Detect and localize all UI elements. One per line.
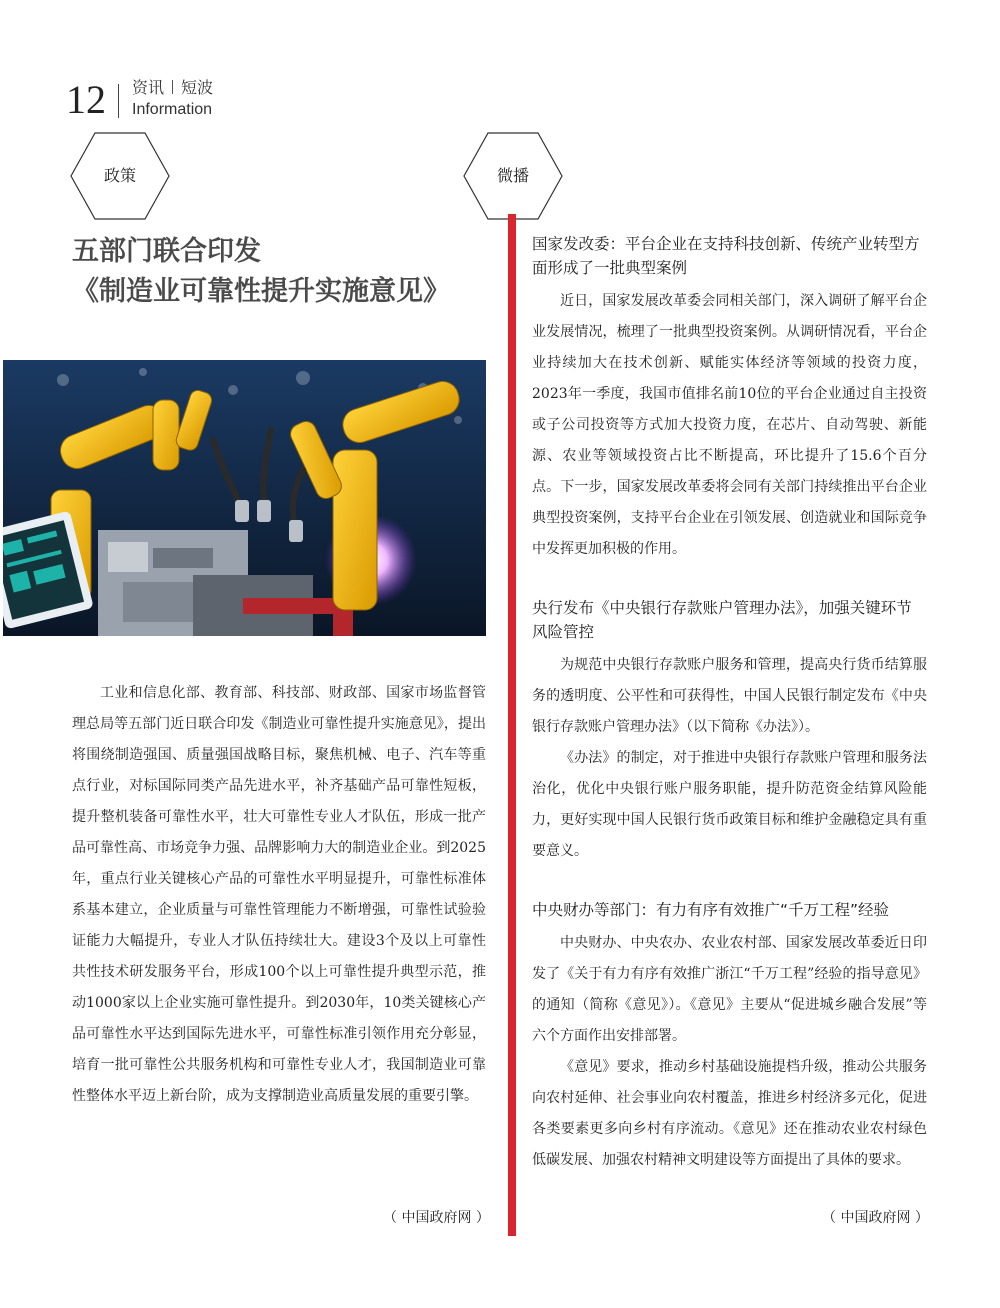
- section-label-cn: [132, 78, 213, 98]
- news-item-2: [532, 596, 927, 867]
- section-separator: [172, 80, 173, 94]
- news-item-2-title: 央行发布《中央银行存款账户管理办法》，加强关键环节风险管控: [532, 599, 912, 641]
- news-item-3-paragraph-2: 《意见》要求，推动乡村基础设施提档升级，推动公共服务向农村延伸、社会事业向农村覆盖，推进乡村经济多元化，促进各类要素更多向乡村有序流动。《意见》还在推动农业农村绿色低碳发展、加强农村精神文明建设等方面提出了具体的要求。: [532, 1059, 927, 1168]
- news-item-1: [532, 232, 927, 565]
- article-title: [72, 232, 502, 312]
- article-paragraph-1: 工业和信息化部、教育部、科技部、财政部、国家市场监督管理总局等五部门近日联合印发《制造业可靠性提升实施意见》，提出将围绕制造强国、质量强国战略目标，聚焦机械、电子、汽车等重点行业，对标国际同类产品先进水平，补齐基础产品可靠性短板，提升整机装备可靠性水平，壮大可靠性专业人才队伍，形成一批产品可靠性高、市场竞争力强、品牌影响力大的制造业企业。到2025年，重点行业关键核心产品的可靠性水平明显提升，可靠性标准体系基本建立，企业质量与可靠性管理能力不断增强，可靠性试验验证能力大幅提升，专业人才队伍持续壮大。建设3个及以上可靠性共性技术研发服务平台，形成100个以上可靠性提升典型示范，推动1000家以上企业实施可靠性提升。到2030年，10类关键核心产品可靠性水平达到国际先进水平，可靠性标准引领作用充分彰显，培育一批可靠性公共服务机构和可靠性专业人才，我国制造业可靠性整体水平迈上新台阶，成为支撑制造业高质量发展的重要引擎。: [72, 685, 486, 1104]
- tag-broadcast-label: 微播: [496, 166, 529, 185]
- news-item-1-title: 国家发改委：平台企业在支持科技创新、传统产业转型方面形成了一批典型案例: [532, 235, 920, 277]
- tag-policy-label: 政策: [103, 166, 136, 185]
- tag-policy: [70, 132, 170, 220]
- news-item-2-paragraph-1: 为规范中央银行存款账户服务和管理，提高央行货币结算服务的透明度、公平性和可获得性，中国人民银行制定发布《中央银行存款账户管理办法》（以下简称《办法》）。: [532, 657, 927, 735]
- news-item-3-title: 中央财办等部门：有力有序有效推广“千万工程”经验: [532, 901, 890, 919]
- robot-arms-illustration: [3, 360, 486, 636]
- section-name-2: 短波: [181, 78, 214, 97]
- section-name-1: 资讯: [132, 78, 165, 97]
- tag-broadcast: [463, 132, 563, 220]
- article-body: [72, 678, 486, 1112]
- section-label-en: Information: [132, 101, 213, 118]
- news-item-2-paragraph-2: 《办法》的制定，对于推进中央银行存款账户管理和服务法治化，优化中央银行账户服务职能，提升防范资金结算风险能力，更好实现中国人民银行货币政策目标和维护金融稳定具有重要意义。: [532, 750, 927, 859]
- robot-arms-photo: [3, 360, 486, 636]
- news-source: （ 中国政府网 ）: [822, 1210, 929, 1226]
- news-item-3: [532, 898, 927, 1176]
- news-item-1-paragraph-1: 近日，国家发展改革委会同相关部门，深入调研了解平台企业发展情况，梳理了一批典型投资案例。从调研情况看，平台企业持续加大在技术创新、赋能实体经济等领域的投资力度，2023年一季度，我国市值排名前10位的平台企业通过自主投资或子公司投资等方式加大投资力度，在芯片、自动驾驶、新能源、农业等领域投资占比不断提高，环比提升了15.6个百分点。下一步，国家发展改革委将会同有关部门持续推出平台企业典型投资案例，支持平台企业在引领发展、创造就业和国际竞争中发挥更加积极的作用。: [532, 293, 927, 557]
- article-title-line-2: 《制造业可靠性提升实施意见》: [72, 276, 450, 307]
- news-item-3-paragraph-1: 中央财办、中央农办、农业农村部、国家发展改革委近日印发了《关于有力有序有效推广浙江“千万工程”经验的指导意见》的通知（简称《意见》）。《意见》主要从“促进城乡融合发展”等六个方面作出安排部署。: [532, 935, 927, 1044]
- column-divider-bar: [508, 214, 516, 1236]
- article-source: （ 中国政府网 ）: [383, 1210, 490, 1226]
- page-number: 12: [66, 77, 106, 122]
- header-divider: [118, 84, 119, 118]
- article-title-line-1: 五部门联合印发: [72, 236, 261, 267]
